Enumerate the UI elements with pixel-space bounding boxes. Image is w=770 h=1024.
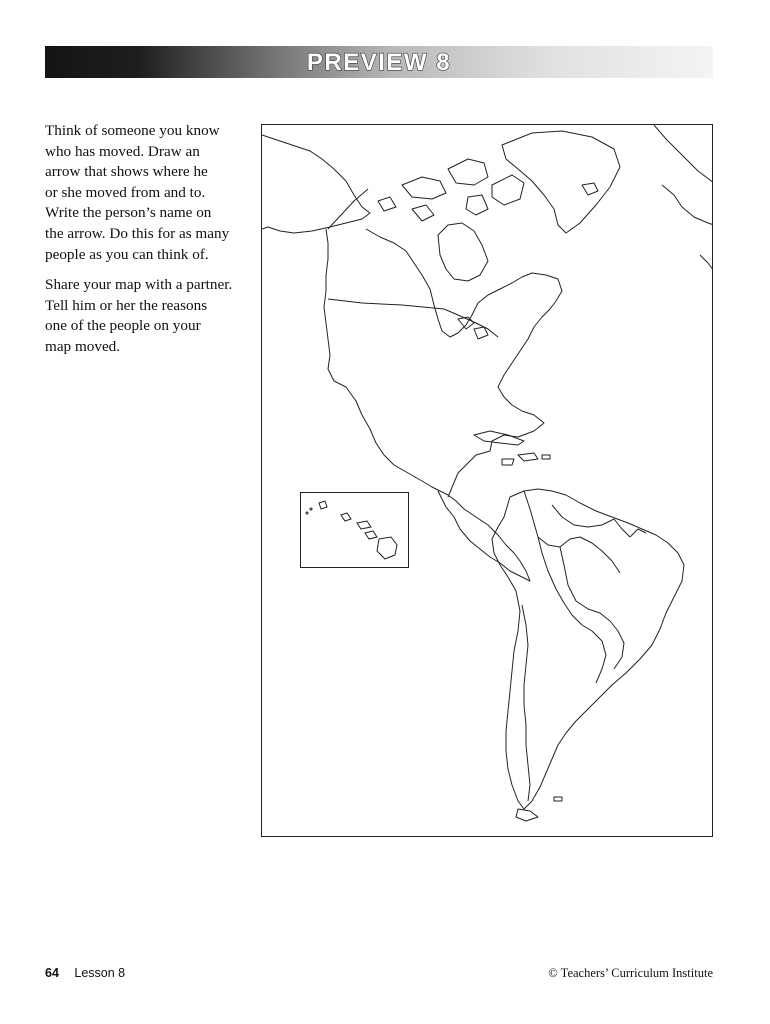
instruction-line: map moved.	[45, 337, 121, 355]
hudson-bay-outline	[438, 223, 488, 281]
instruction-line: people as you can think of.	[45, 245, 209, 263]
preview-banner	[45, 46, 713, 78]
copyright: © Teachers’ Curriculum Institute	[548, 966, 713, 980]
instruction-line: the arrow. Do this for as many	[45, 224, 230, 242]
greenland-outline	[502, 131, 620, 233]
hawaii-islands-icon	[301, 493, 408, 567]
instructions	[45, 121, 245, 368]
instruction-line: who has moved. Draw an	[45, 142, 200, 160]
south-america-outline	[492, 489, 684, 809]
instruction-paragraph-2	[45, 275, 245, 357]
instruction-line: Think of someone you know	[45, 122, 220, 139]
instruction-line: or she moved from and to.	[45, 183, 206, 201]
us-canada-border	[328, 299, 498, 337]
americas-map-icon	[262, 125, 713, 837]
instruction-paragraph-1	[45, 121, 245, 265]
instruction-line: Write the person’s name on	[45, 204, 212, 222]
americas-outline-map[interactable]	[261, 124, 713, 837]
footer-left	[45, 966, 125, 980]
page-number: 64	[45, 966, 59, 980]
lesson-label: Lesson 8	[74, 966, 126, 980]
instruction-line: Tell him or her the reasons	[45, 296, 208, 314]
instruction-line: one of the people on your	[45, 317, 201, 335]
hawaii-inset	[300, 492, 409, 568]
page-title: PREVIEW 8	[306, 49, 452, 76]
instruction-line: Share your map with a partner.	[45, 276, 233, 294]
instruction-line: arrow that shows where he	[45, 163, 208, 181]
